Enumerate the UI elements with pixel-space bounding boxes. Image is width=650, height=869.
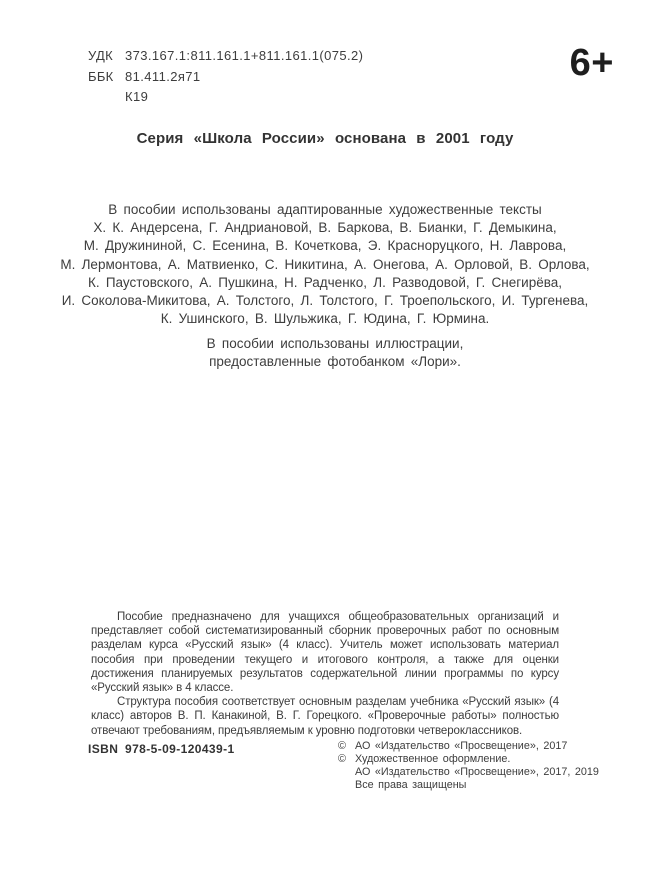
copyright-text: АО «Издательство «Просвещение», 2017	[355, 740, 568, 752]
annotation	[91, 610, 559, 738]
series-line: Серия «Школа России» основана в 2001 году	[136, 130, 514, 147]
author-sign-spacer	[88, 87, 125, 108]
bbk-row	[88, 67, 363, 88]
adapted-texts-line: К. Ушинского, В. Шульжика, Г. Юдина, Г. Юрмина.	[160, 311, 490, 327]
classification-codes	[88, 46, 363, 108]
author-sign-row	[88, 87, 363, 108]
copyright-line	[338, 766, 599, 779]
illustrations-note	[20, 335, 650, 371]
illustrations-line: В пособии использованы иллюстрации,	[206, 336, 464, 351]
annotation-paragraph-1: Пособие предназначено для учащихся общеобразовательных организаций и представляет собой систематизированный сборник проверочных работ по основным разделам курса «Русский язык» (4 класс). Учитель может использовать материал пособия при проведении текущего и итогового контроля, а также для оценки достижения планируемых результатов содержательной линии программы по курсу «Русский язык» в 4 классе.	[91, 611, 559, 695]
annotation-paragraph-2: Структура пособия соответствует основным разделам учебника «Русский язык» (4 класс) авторов В. П. Канакиной, В. Г. Горецкого. «Проверочные работы» полностью отвечают требованиям, предъявляемым к уровню подготовки четвероклассников.	[91, 696, 559, 737]
age-rating-badge: 6+	[569, 42, 614, 84]
adapted-texts-line: Х. К. Андерсена, Г. Андриановой, В. Баркова, В. Бианки, Г. Демыкина,	[93, 220, 557, 236]
copyright-text: Все права защищены	[355, 779, 467, 791]
adapted-texts-line: М. Дружининой, С. Есенина, В. Кочеткова, Э. Красноруцкого, Н. Лаврова,	[83, 238, 567, 254]
isbn: ISBN 978-5-09-120439-1	[88, 742, 235, 756]
udk-value: 373.167.1:811.161.1+811.161.1(075.2)	[125, 48, 364, 63]
copyright-line	[338, 753, 599, 766]
copyright-symbol-spacer	[338, 766, 355, 779]
copyright-symbol-spacer	[338, 779, 355, 792]
adapted-texts-line: В пособии использованы адаптированные художественные тексты	[108, 202, 542, 217]
adapted-texts-line: И. Соколова-Микитова, А. Толстого, Л. Толстого, Г. Троепольского, И. Тургенева,	[61, 293, 589, 309]
copyright-text: АО «Издательство «Просвещение», 2017, 2019	[355, 766, 599, 778]
adapted-texts-note	[0, 201, 650, 328]
illustrations-line: предоставленные фотобанком «Лори».	[209, 354, 461, 370]
bbk-label: ББК	[88, 68, 114, 84]
udk-label: УДК	[88, 48, 113, 63]
copyright-symbol: ©	[338, 753, 346, 765]
copyright-block	[338, 740, 599, 792]
udk-row	[88, 46, 363, 67]
copyright-line	[338, 779, 599, 792]
adapted-texts-line: К. Паустовского, А. Пушкина, Н. Радченко, Л. Разводовой, Г. Снегирёва,	[87, 274, 563, 290]
author-sign-code: К19	[125, 89, 149, 104]
copyright-symbol: ©	[338, 740, 346, 752]
bbk-value: 81.411.2я71	[125, 68, 201, 84]
copyright-line	[338, 740, 599, 753]
copyright-text: Художественное оформление.	[355, 753, 511, 765]
adapted-texts-line: М. Лермонтова, А. Матвиенко, С. Никитина, А. Онегова, А. Орловой, В. Орлова,	[60, 256, 590, 272]
